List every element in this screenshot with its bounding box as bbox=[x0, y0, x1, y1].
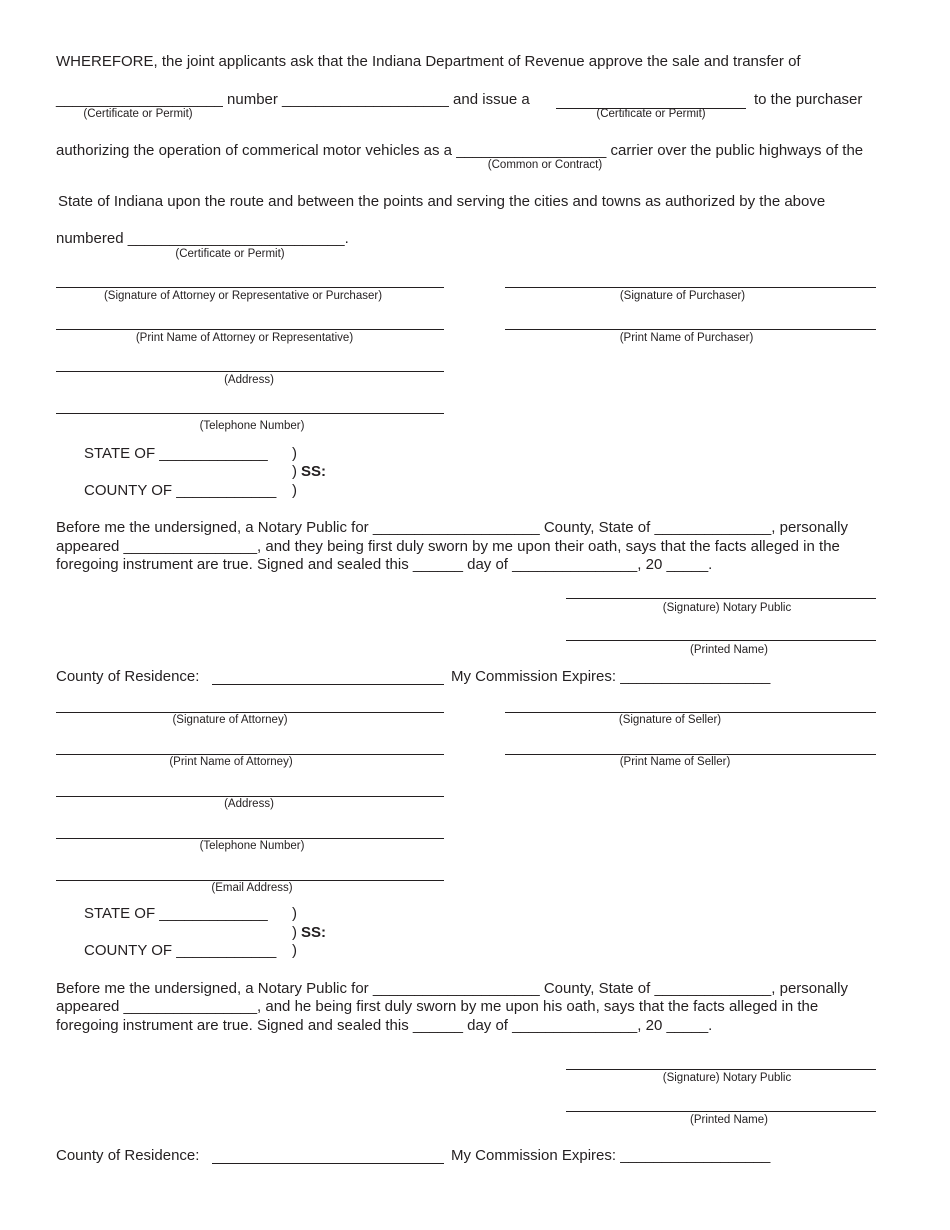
attorney-signature-caption: (Signature of Attorney or Representative or Purchaser) bbox=[103, 290, 383, 302]
attorney-print-name-caption: (Print Name of Attorney or Representative) bbox=[135, 332, 354, 344]
telephone-line[interactable] bbox=[56, 413, 444, 414]
address-caption: (Address) bbox=[224, 374, 274, 386]
attorney-signature-line[interactable] bbox=[56, 287, 444, 288]
notary-signature-line[interactable] bbox=[566, 598, 876, 599]
seller-address-caption: (Address) bbox=[224, 798, 274, 810]
telephone-caption: (Telephone Number) bbox=[199, 420, 305, 432]
paren: ) bbox=[292, 905, 297, 922]
seller-telephone-caption: (Telephone Number) bbox=[199, 840, 305, 852]
purchaser-print-name-caption: (Print Name of Purchaser) bbox=[619, 332, 754, 344]
seller-email-caption: (Email Address) bbox=[211, 882, 293, 894]
address-line[interactable] bbox=[56, 371, 444, 372]
notary-statement-line-3: foregoing instrument are true. Signed and sealed this ______ day of _______________, 20 _____. bbox=[56, 556, 713, 573]
notary-printed-name-caption: (Printed Name) bbox=[690, 1114, 768, 1126]
certificate-or-permit-caption: (Certificate or Permit) bbox=[596, 108, 706, 120]
attorney-print-name-line[interactable] bbox=[56, 329, 444, 330]
transfer-request-line-2: ____________________ number ____________________ and issue a bbox=[56, 91, 530, 108]
seller-attorney-signature-caption: (Signature of Attorney) bbox=[172, 714, 288, 726]
notary-statement-line-1: Before me the undersigned, a Notary Public for ____________________ County, State of ______________, personally bbox=[56, 519, 848, 536]
seller-print-name-caption: (Print Name of Seller) bbox=[619, 756, 731, 768]
county-of-residence-label: County of Residence: bbox=[56, 1147, 200, 1164]
transfer-request-line-4: State of Indiana upon the route and between the points and serving the cities and towns as authorized by the above bbox=[58, 193, 826, 210]
paren: ) bbox=[292, 463, 297, 480]
transfer-request-line-1: WHEREFORE, the joint applicants ask that the Indiana Department of Revenue approve the sale and transfer of bbox=[56, 53, 801, 70]
ss-label: SS: bbox=[301, 924, 327, 941]
state-of-field: STATE OF _____________ bbox=[84, 905, 268, 922]
notary-printed-name-line[interactable] bbox=[566, 640, 876, 641]
to-purchaser-text: to the purchaser bbox=[754, 91, 863, 108]
transfer-request-line-3: authorizing the operation of commerical motor vehicles as a __________________ carrier over the public highways of the bbox=[56, 142, 864, 159]
notary-printed-name-caption: (Printed Name) bbox=[690, 644, 768, 656]
purchaser-signature-caption: (Signature of Purchaser) bbox=[619, 290, 746, 302]
purchaser-print-name-line[interactable] bbox=[505, 329, 876, 330]
commission-expires-field: My Commission Expires: __________________ bbox=[451, 668, 771, 685]
county-of-residence-line[interactable] bbox=[212, 684, 444, 685]
notary-statement-line-2: appeared ________________, and they being first duly sworn by me upon their oath, says that the facts alleged in the bbox=[56, 538, 840, 555]
commission-expires-field: My Commission Expires: __________________ bbox=[451, 1147, 771, 1164]
paren: ) bbox=[292, 942, 297, 959]
ss-label: SS: bbox=[301, 463, 327, 480]
notary-signature-caption: (Signature) Notary Public bbox=[662, 1072, 792, 1084]
notary-signature-caption: (Signature) Notary Public bbox=[662, 602, 792, 614]
notary-signature-line[interactable] bbox=[566, 1069, 876, 1070]
certificate-or-permit-caption: (Certificate or Permit) bbox=[83, 108, 193, 120]
county-of-residence-label: County of Residence: bbox=[56, 668, 200, 685]
notary-printed-name-line[interactable] bbox=[566, 1111, 876, 1112]
paren: ) bbox=[292, 482, 297, 499]
certificate-or-permit-caption: (Certificate or Permit) bbox=[175, 248, 285, 260]
paren: ) bbox=[292, 924, 297, 941]
notary-statement-line-3: foregoing instrument are true. Signed and sealed this ______ day of _______________, 20 _____. bbox=[56, 1017, 713, 1034]
paren: ) bbox=[292, 445, 297, 462]
notary-statement-line-1: Before me the undersigned, a Notary Public for ____________________ County, State of ______________, personally bbox=[56, 980, 848, 997]
state-of-field: STATE OF _____________ bbox=[84, 445, 268, 462]
county-of-field: COUNTY OF ____________ bbox=[84, 482, 277, 499]
seller-attorney-print-name-caption: (Print Name of Attorney) bbox=[169, 756, 293, 768]
purchaser-signature-line[interactable] bbox=[505, 287, 876, 288]
seller-signature-caption: (Signature of Seller) bbox=[618, 714, 722, 726]
notary-statement-line-2: appeared ________________, and he being first duly sworn by me upon his oath, says that the facts alleged in the bbox=[56, 998, 819, 1015]
common-or-contract-caption: (Common or Contract) bbox=[487, 159, 603, 171]
transfer-request-line-5: numbered __________________________. bbox=[56, 230, 349, 247]
county-of-field: COUNTY OF ____________ bbox=[84, 942, 277, 959]
county-of-residence-line[interactable] bbox=[212, 1163, 444, 1164]
